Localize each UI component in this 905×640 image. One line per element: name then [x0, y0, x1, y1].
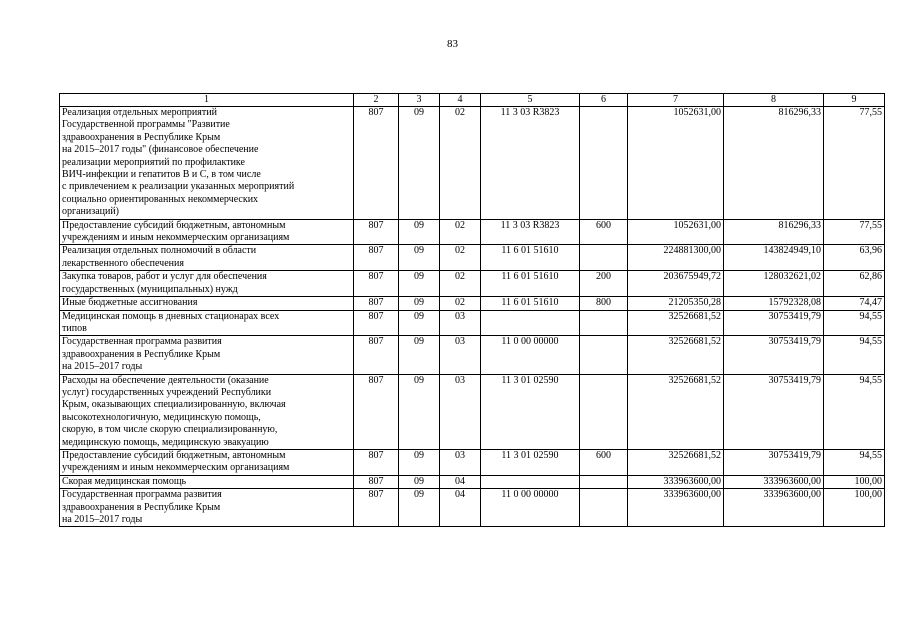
planned-amount: 203675949,72 [628, 271, 724, 297]
section-code: 09 [399, 449, 440, 475]
row-name [60, 449, 354, 475]
column-header: 9 [824, 94, 885, 107]
budget-table [59, 93, 885, 527]
executed-amount: 816296,33 [724, 107, 824, 220]
section-code: 09 [399, 107, 440, 220]
expense-type-code: 600 [580, 219, 628, 245]
row-name [60, 489, 354, 527]
row-name-line: на 2015–2017 годы [62, 361, 143, 373]
table-row [60, 297, 885, 310]
executed-amount: 128032621,02 [724, 271, 824, 297]
expense-type-code [580, 310, 628, 336]
row-name-line: государственных (муниципальных) нужд [62, 283, 238, 295]
planned-amount: 21205350,28 [628, 297, 724, 310]
row-name-line: Расходы на обеспечение деятельности (оказание [62, 374, 269, 386]
row-name-line: Скорая медицинская помощь [62, 475, 187, 487]
admin-code: 807 [354, 374, 399, 449]
target-code: 11 0 00 00000 [481, 336, 580, 374]
planned-amount: 32526681,52 [628, 374, 724, 449]
row-name-line: Предоставление субсидий бюджетным, автономным [62, 449, 286, 461]
subsection-code: 03 [440, 374, 481, 449]
planned-amount: 32526681,52 [628, 336, 724, 374]
execution-percent: 94,55 [824, 336, 885, 374]
execution-percent: 62,86 [824, 271, 885, 297]
column-header: 2 [354, 94, 399, 107]
column-header: 3 [399, 94, 440, 107]
row-name-line: Крым, оказывающих специализированную, включая [62, 399, 286, 411]
row-name [60, 271, 354, 297]
table-row [60, 219, 885, 245]
executed-amount: 30753419,79 [724, 374, 824, 449]
column-header: 1 [60, 94, 354, 107]
executed-amount: 333963600,00 [724, 489, 824, 527]
subsection-code: 03 [440, 336, 481, 374]
row-name-line: услуг) государственных учреждений Республики [62, 386, 272, 398]
row-name-line: Государственная программа развития [62, 489, 222, 501]
row-name-line: здравоохранения в Республике Крым [62, 501, 221, 513]
row-name-line: организаций) [62, 206, 120, 218]
row-name-line: учреждениям и иным некоммерческим организациям [62, 232, 290, 244]
target-code [481, 475, 580, 488]
row-name-line: здравоохранения в Республике Крым [62, 131, 221, 143]
planned-amount: 32526681,52 [628, 310, 724, 336]
executed-amount: 816296,33 [724, 219, 824, 245]
row-name-line: на 2015–2017 годы" (финансовое обеспечение [62, 144, 259, 156]
admin-code: 807 [354, 297, 399, 310]
row-name-line: Иные бюджетные ассигнования [62, 297, 198, 309]
expense-type-code [580, 107, 628, 220]
row-name [60, 336, 354, 374]
target-code: 11 0 00 00000 [481, 489, 580, 527]
row-name-line: Предоставление субсидий бюджетным, автономным [62, 219, 286, 231]
executed-amount: 30753419,79 [724, 310, 824, 336]
executed-amount: 30753419,79 [724, 449, 824, 475]
table-row [60, 336, 885, 374]
row-name-line: ВИЧ-инфекции и гепатитов В и С, в том числе [62, 169, 261, 181]
expense-type-code: 200 [580, 271, 628, 297]
row-name-line: с привлечением к реализации указанных мероприятий [62, 181, 295, 193]
planned-amount: 1052631,00 [628, 107, 724, 220]
section-code: 09 [399, 271, 440, 297]
expense-type-code: 800 [580, 297, 628, 310]
expense-type-code [580, 245, 628, 271]
section-code: 09 [399, 310, 440, 336]
row-name-line: Реализация отдельных полномочий в области [62, 245, 257, 257]
executed-amount: 15792328,08 [724, 297, 824, 310]
row-name [60, 297, 354, 310]
row-name-line: Государственной программы "Развитие [62, 119, 230, 131]
row-name-line: Медицинская помощь в дневных стационарах всех [62, 310, 280, 322]
execution-percent: 100,00 [824, 489, 885, 527]
row-name-line: на 2015–2017 годы [62, 514, 143, 525]
subsection-code: 03 [440, 310, 481, 336]
page-number: 83 [447, 38, 458, 50]
row-name-line: здравоохранения в Республике Крым [62, 348, 221, 360]
section-code: 09 [399, 374, 440, 449]
executed-amount: 30753419,79 [724, 336, 824, 374]
row-name-line: Закупка товаров, работ и услуг для обеспечения [62, 271, 267, 283]
planned-amount: 1052631,00 [628, 219, 724, 245]
target-code: 11 6 01 51610 [481, 297, 580, 310]
column-header: 4 [440, 94, 481, 107]
column-header: 8 [724, 94, 824, 107]
target-code: 11 3 01 02590 [481, 449, 580, 475]
target-code: 11 6 01 51610 [481, 271, 580, 297]
planned-amount: 333963600,00 [628, 475, 724, 488]
table-row [60, 489, 885, 527]
row-name-line: социально ориентированных некоммерческих [62, 193, 259, 205]
execution-percent: 94,55 [824, 449, 885, 475]
table-row [60, 271, 885, 297]
row-name-line: лекарственного обеспечения [62, 257, 184, 269]
admin-code: 807 [354, 219, 399, 245]
row-name [60, 107, 354, 220]
subsection-code: 02 [440, 271, 481, 297]
header-row [60, 94, 885, 107]
admin-code: 807 [354, 489, 399, 527]
admin-code: 807 [354, 107, 399, 220]
expense-type-code [580, 336, 628, 374]
row-name-line: учреждениям и иным некоммерческим организациям [62, 462, 290, 474]
executed-amount: 143824949,10 [724, 245, 824, 271]
planned-amount: 32526681,52 [628, 449, 724, 475]
planned-amount: 224881300,00 [628, 245, 724, 271]
expense-type-code [580, 475, 628, 488]
admin-code: 807 [354, 310, 399, 336]
subsection-code: 02 [440, 219, 481, 245]
table-row [60, 245, 885, 271]
row-name-line: высокотехнологичную, медицинскую помощь, [62, 411, 261, 423]
row-name-line: Реализация отдельных мероприятий [62, 107, 217, 118]
execution-percent: 100,00 [824, 475, 885, 488]
row-name [60, 219, 354, 245]
row-name-line: реализации мероприятий по профилактике [62, 156, 245, 168]
execution-percent: 77,55 [824, 219, 885, 245]
expense-type-code [580, 374, 628, 449]
row-name [60, 374, 354, 449]
row-name-line: Государственная программа развития [62, 336, 222, 348]
execution-percent: 63,96 [824, 245, 885, 271]
planned-amount: 333963600,00 [628, 489, 724, 527]
section-code: 09 [399, 245, 440, 271]
table-body [60, 107, 885, 527]
row-name [60, 475, 354, 488]
admin-code: 807 [354, 245, 399, 271]
section-code: 09 [399, 219, 440, 245]
execution-percent: 74,47 [824, 297, 885, 310]
table-row [60, 310, 885, 336]
execution-percent: 77,55 [824, 107, 885, 220]
column-header: 5 [481, 94, 580, 107]
admin-code: 807 [354, 475, 399, 488]
target-code: 11 6 01 51610 [481, 245, 580, 271]
subsection-code: 02 [440, 245, 481, 271]
expense-type-code: 600 [580, 449, 628, 475]
target-code: 11 3 01 02590 [481, 374, 580, 449]
admin-code: 807 [354, 449, 399, 475]
section-code: 09 [399, 475, 440, 488]
table-row [60, 449, 885, 475]
table-row [60, 374, 885, 449]
subsection-code: 04 [440, 489, 481, 527]
section-code: 09 [399, 489, 440, 527]
section-code: 09 [399, 336, 440, 374]
admin-code: 807 [354, 271, 399, 297]
execution-percent: 94,55 [824, 374, 885, 449]
table-row [60, 107, 885, 220]
admin-code: 807 [354, 336, 399, 374]
target-code: 11 3 03 R3823 [481, 107, 580, 220]
subsection-code: 04 [440, 475, 481, 488]
section-code: 09 [399, 297, 440, 310]
expense-type-code [580, 489, 628, 527]
target-code: 11 3 03 R3823 [481, 219, 580, 245]
row-name [60, 245, 354, 271]
executed-amount: 333963600,00 [724, 475, 824, 488]
subsection-code: 03 [440, 449, 481, 475]
subsection-code: 02 [440, 107, 481, 220]
row-name-line: скорую, в том числе скорую специализированную, [62, 424, 278, 436]
row-name-line: медицинскую помощь, медицинскую эвакуацию [62, 436, 269, 448]
column-header: 6 [580, 94, 628, 107]
row-name [60, 310, 354, 336]
target-code [481, 310, 580, 336]
table-row [60, 475, 885, 488]
column-header: 7 [628, 94, 724, 107]
execution-percent: 94,55 [824, 310, 885, 336]
subsection-code: 02 [440, 297, 481, 310]
row-name-line: типов [62, 322, 87, 334]
